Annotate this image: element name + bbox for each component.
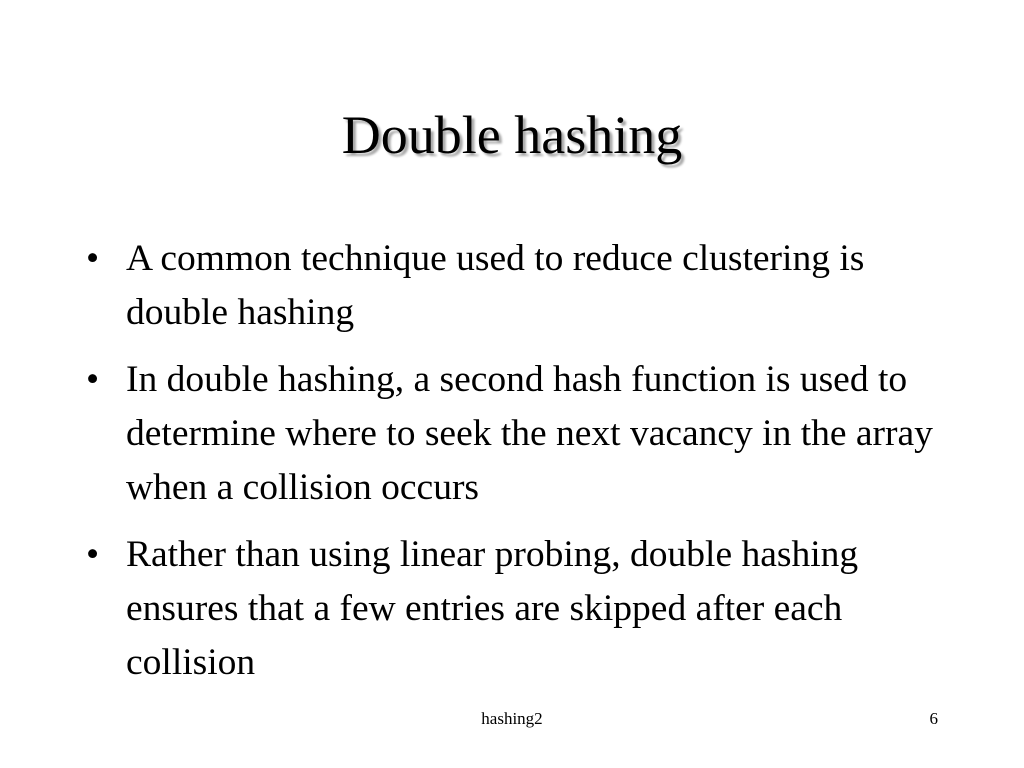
slide-title: Double hashing bbox=[341, 105, 683, 165]
footer-label: hashing2 bbox=[481, 709, 543, 728]
bullet-icon: • bbox=[86, 534, 100, 575]
bullet-list bbox=[86, 232, 966, 703]
page-number: 6 bbox=[929, 709, 938, 728]
bullet-text: In double hashing, a second hash function is used to determine where to seek the next vacancy in the array when a collision occurs bbox=[126, 359, 933, 508]
bullet-item bbox=[86, 232, 966, 340]
bullet-text: A common technique used to reduce clustering is double hashing bbox=[126, 238, 865, 333]
bullet-item bbox=[86, 528, 966, 690]
bullet-text: Rather than using linear probing, double hashing ensures that a few entries are skipped after each collision bbox=[126, 534, 859, 683]
bullet-icon: • bbox=[86, 359, 100, 400]
bullet-icon: • bbox=[86, 238, 100, 279]
bullet-item bbox=[86, 353, 966, 515]
